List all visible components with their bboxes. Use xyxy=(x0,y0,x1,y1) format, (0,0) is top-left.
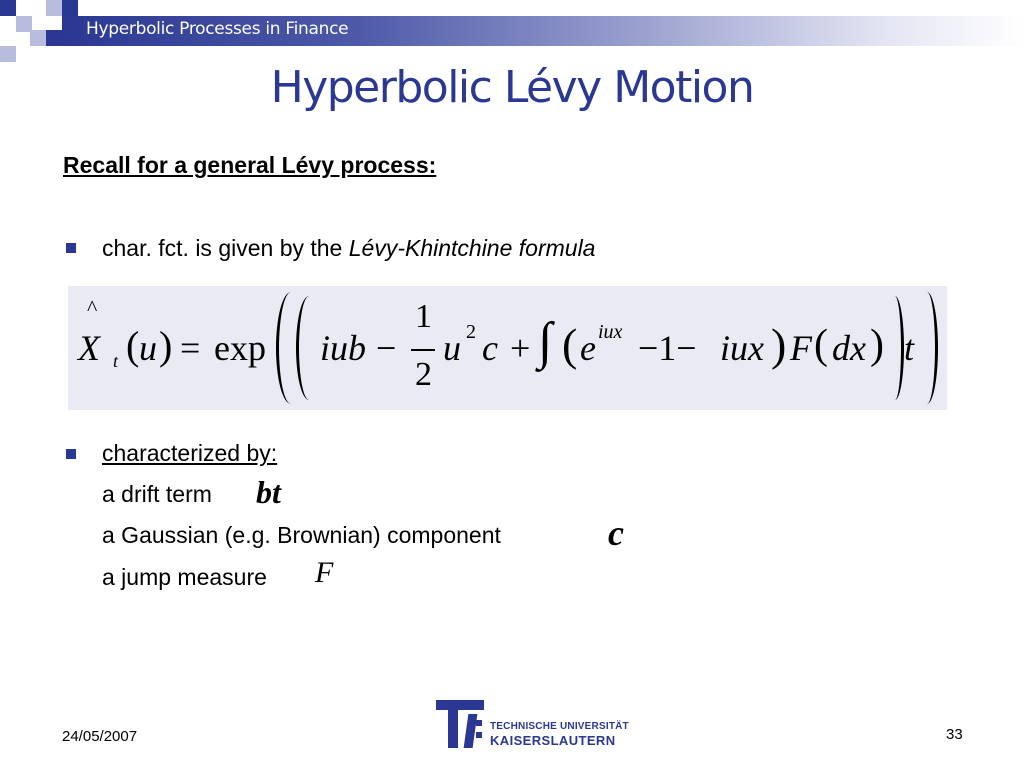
formula-exp: exp xyxy=(214,328,266,368)
formula-iux: iux xyxy=(720,328,764,368)
formula-paren: ( xyxy=(126,323,140,368)
bullet-text-prefix: char. fct. is given by the xyxy=(102,235,349,261)
formula-plus: + xyxy=(510,328,531,368)
symbol-c: c xyxy=(608,513,624,553)
formula-paren: ) xyxy=(870,322,884,368)
formula-u: u xyxy=(139,328,157,368)
formula-hat: ^ xyxy=(87,295,98,320)
formula-big-paren xyxy=(886,296,904,400)
formula-paren: ) xyxy=(159,323,173,368)
formula-big-paren xyxy=(916,292,938,404)
symbol-F: F xyxy=(315,556,334,589)
bullet-text xyxy=(102,235,595,262)
slide-title: Hyperbolic Lévy Motion xyxy=(270,62,754,113)
header-square xyxy=(0,46,16,62)
formula-equals: = xyxy=(180,328,201,368)
formula-paren: ( xyxy=(814,322,828,368)
header-square xyxy=(46,0,62,16)
formula-t-sub: t xyxy=(113,351,119,371)
list-item-jump xyxy=(102,564,267,591)
formula-denominator: 2 xyxy=(415,356,432,393)
formula-dx: dx xyxy=(832,328,866,368)
header-square xyxy=(62,0,78,16)
logo-line1: TECHNISCHE UNIVERSITÄT xyxy=(490,721,629,732)
header-square xyxy=(46,30,62,46)
item-label: a Gaussian (e.g. Brownian) component xyxy=(102,522,501,548)
formula-F: F xyxy=(790,328,812,368)
footer-date: 24/05/2007 xyxy=(62,728,138,745)
page-number: 33 xyxy=(946,726,963,743)
symbol-bt: bt xyxy=(256,474,281,510)
formula-minus-one: −1− xyxy=(638,328,697,368)
university-logo-icon xyxy=(436,700,486,748)
formula-numerator: 1 xyxy=(415,298,432,335)
formula-e: e xyxy=(580,328,596,368)
formula-paren: ( xyxy=(562,319,578,370)
formula-u2: u xyxy=(443,328,461,368)
formula-paren: ) xyxy=(771,319,787,370)
formula-name: Lévy-Khintchine formula xyxy=(348,235,596,261)
header-square xyxy=(30,30,46,46)
fraction-bar xyxy=(411,349,435,351)
formula-X: X xyxy=(78,328,100,368)
formula-big-paren xyxy=(296,296,322,400)
logo-line2: KAISERSLAUTERN xyxy=(490,733,616,748)
header-square xyxy=(0,0,16,16)
formula-minus: − xyxy=(376,328,397,368)
formula-iub: iub xyxy=(320,328,367,368)
formula-square: 2 xyxy=(466,321,476,343)
formula-t: t xyxy=(904,328,915,368)
bullet-icon xyxy=(66,449,76,459)
formula-c: c xyxy=(482,328,498,368)
recall-heading: Recall for a general Lévy process: xyxy=(63,152,437,178)
header-title: Hyperbolic Processes in Finance xyxy=(86,19,349,39)
formula-integral: ∫ xyxy=(538,313,553,370)
item-label: a jump measure xyxy=(102,564,267,590)
formula-box xyxy=(68,286,947,410)
characterized-heading: characterized by: xyxy=(102,440,278,466)
formula-exponent: iux xyxy=(598,321,623,343)
list-item-gaussian xyxy=(102,522,501,549)
list-item-drift xyxy=(102,481,212,508)
item-label: a drift term xyxy=(102,481,212,507)
bullet-icon xyxy=(66,243,76,253)
